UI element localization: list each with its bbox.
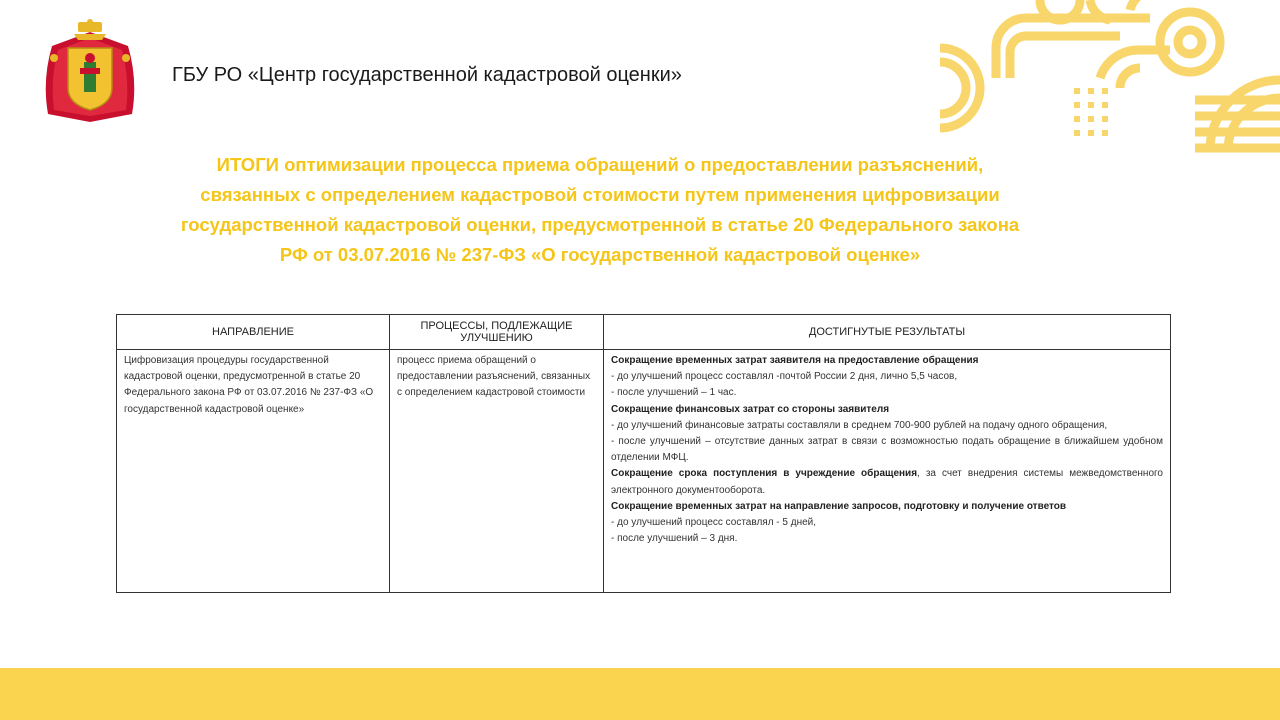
title-line: РФ от 03.07.2016 № 237-ФЗ «О государственной кадастровой оценке» xyxy=(279,244,921,265)
slide-title xyxy=(150,150,1050,270)
result-line: - до улучшений финансовые затраты составляли в среднем 700-900 рублей на подачу одного обращения, xyxy=(611,419,1108,431)
result-heading: Сокращение временных затрат заявителя на предоставление обращения xyxy=(611,355,979,366)
table-row xyxy=(117,350,1171,593)
yellow-circles-pattern-icon xyxy=(940,0,1280,170)
column-header-processes: ПРОЦЕССЫ, ПОДЛЕЖАЩИЕ УЛУЧШЕНИЮ xyxy=(390,315,604,350)
direction-cell: Цифровизация процедуры государственной кадастровой оценки, предусмотренной в статье 20 Федерального закона РФ от 03.07.2016 № 237-ФЗ «О государственной кадастровой оценке» xyxy=(117,350,390,593)
process-cell: процесс приема обращений о предоставлении разъяснений, связанных с определением кадастровой стоимости xyxy=(390,350,604,593)
column-header-direction: НАПРАВЛЕНИЕ xyxy=(117,315,390,350)
result-heading: Сокращение срока поступления в учреждение обращения xyxy=(611,468,918,480)
title-line: связанных с определением кадастровой стоимости путем применения цифровизации xyxy=(200,184,1000,205)
results-cell xyxy=(604,350,1171,593)
title-line: государственной кадастровой оценки, предусмотренной в статье 20 Федерального закона xyxy=(180,214,1020,235)
result-paragraph xyxy=(611,466,1163,498)
column-header-results: ДОСТИГНУТЫЕ РЕЗУЛЬТАТЫ xyxy=(604,315,1171,350)
coat-of-arms-icon xyxy=(40,18,140,126)
result-line: - до улучшений процесс составлял - 5 дней, xyxy=(611,517,817,529)
table-header-row xyxy=(117,315,1171,350)
results-table xyxy=(116,314,1171,593)
organization-name: ГБУ РО «Центр государственной кадастровой оценки» xyxy=(172,64,682,86)
bottom-bar xyxy=(0,668,1280,720)
result-heading: Сокращение временных затрат на направление запросов, подготовку и получение ответов xyxy=(611,500,1067,512)
result-heading: Сокращение финансовых затрат со стороны заявителя xyxy=(611,403,890,415)
result-line: - до улучшений процесс составлял -почтой России 2 дня, лично 5,5 часов, xyxy=(611,371,958,383)
result-line: - после улучшений – 1 час. xyxy=(611,387,737,399)
result-line: - после улучшений – 3 дня. xyxy=(611,533,738,545)
result-line: - после улучшений – отсутствие данных затрат в связи с возможностью подать обращение в ближайшем удобном отделении МФЦ. xyxy=(611,436,1163,464)
result-line: , за счет внедрения системы межведомственного электронного документооборота. xyxy=(611,468,1163,496)
title-line: ИТОГИ оптимизации процесса приема обращений о предоставлении разъяснений, xyxy=(216,154,984,175)
